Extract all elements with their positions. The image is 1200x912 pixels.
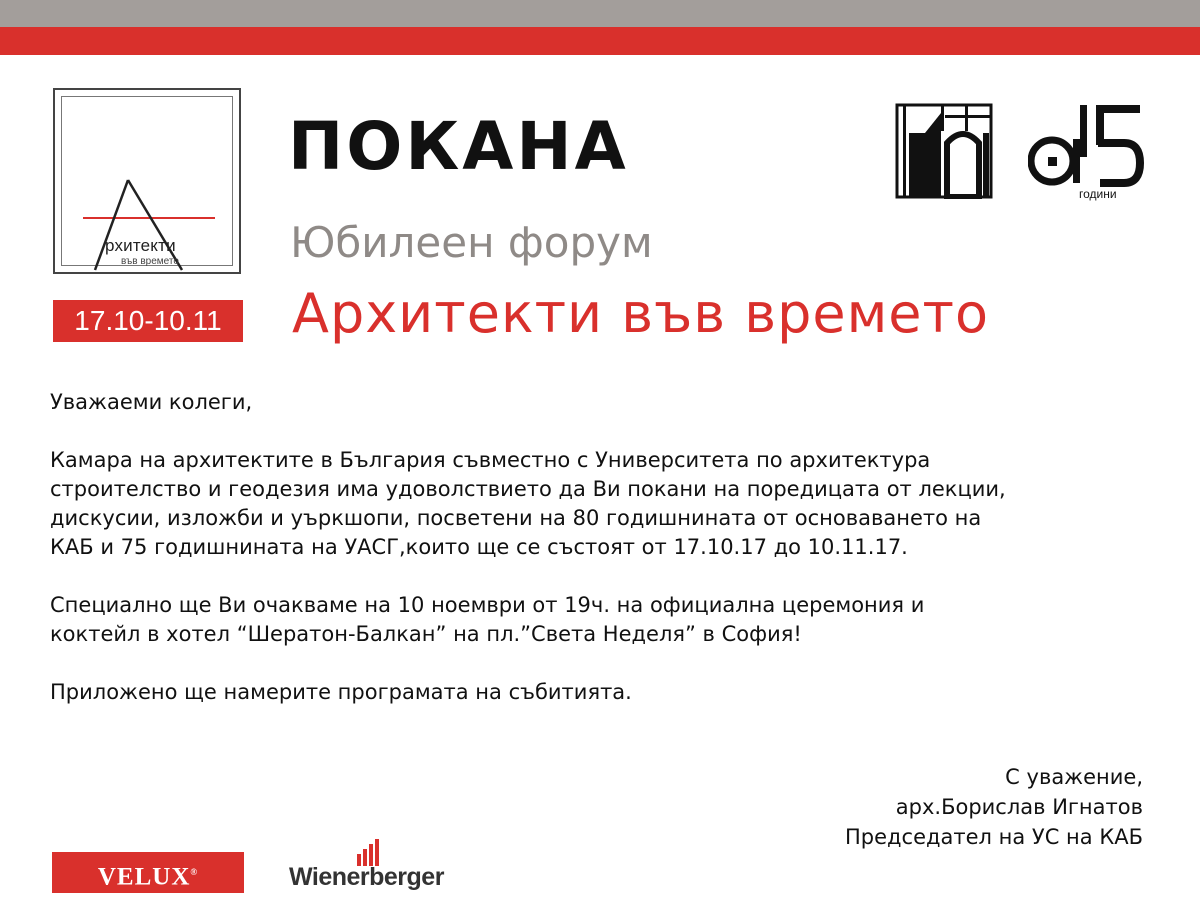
greeting: Уважаеми колеги, <box>50 390 253 414</box>
forum-logo-word: рхитекти <box>105 236 176 255</box>
velux-logo-text: VELUX <box>97 863 191 891</box>
paragraph-program: Приложено ще намерите програмата на събитията. <box>50 680 632 704</box>
top-red-band <box>0 27 1200 55</box>
paragraph-ceremony: Специално ще Ви очакваме на 10 ноември от 19ч. на официална церемония и коктейл в хотел “Шератон-Балкан” на пл.”Света Неделя” в София! <box>50 593 925 646</box>
velux-registered-mark: ® <box>190 867 199 877</box>
subtitle: Юбилеен форум <box>290 218 653 267</box>
top-gray-band <box>0 0 1200 27</box>
kab-logo <box>895 103 993 199</box>
letter-body <box>50 388 1160 707</box>
forum-logo-subtitle: във времето <box>121 256 179 267</box>
wienerberger-roof-icon <box>356 838 384 866</box>
signature-block <box>845 762 1143 852</box>
signature-position: Председател на УС на КАБ <box>844 825 1143 849</box>
velux-logo <box>52 852 244 893</box>
signature-closing: С уважение, <box>1005 765 1143 789</box>
uasg-years-label: години <box>1079 187 1117 201</box>
forum-logo <box>53 88 241 274</box>
uasg-logo <box>1028 103 1144 199</box>
date-badge: 17.10-10.11 <box>53 300 243 342</box>
forum-name: Архитекти във времето <box>292 282 990 345</box>
wienerberger-logo: Wienerberger <box>289 863 444 891</box>
paragraph-invitation: Камара на архитектите в България съвместно с Университета по архитектура строителство и геодезия има удоволствието да Ви покани на поредицата от лекции, дискусии, изложби и уъркшопи, посветени на 80 годишнината от основаването на КАБ и 75 годишнината на УАСГ,които ще се състоят от 17.10.17 до 10.11.17. <box>50 448 1006 559</box>
page-title: ПОКАНА <box>288 108 629 185</box>
signature-name: арх.Борислав Игнатов <box>895 795 1143 819</box>
